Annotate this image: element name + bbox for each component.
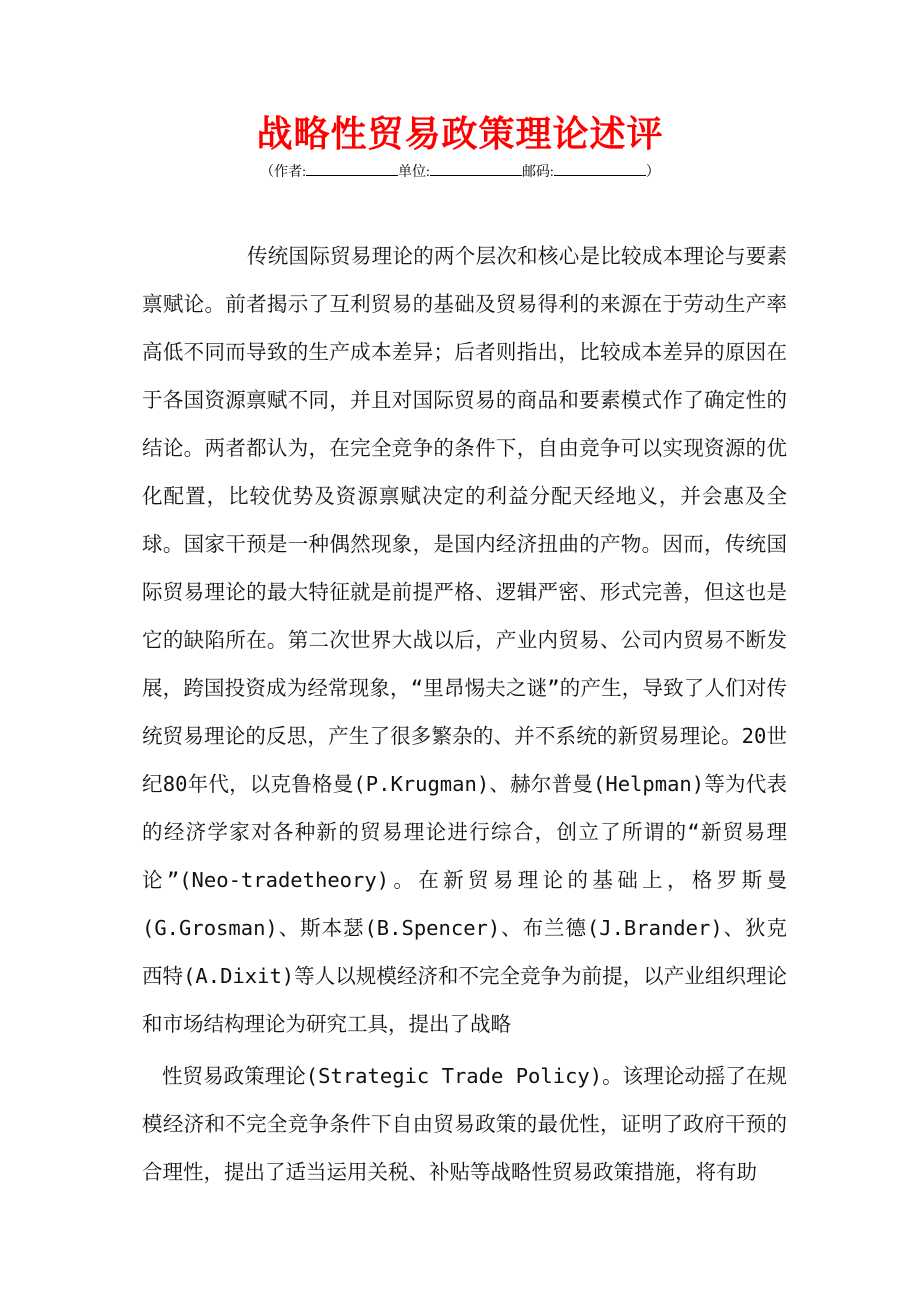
author-blank bbox=[306, 162, 398, 176]
byline-close: ） bbox=[645, 165, 660, 180]
document-title: 战略性贸易政策理论述评 bbox=[256, 113, 664, 155]
author-byline bbox=[0, 162, 920, 182]
postcode-blank bbox=[554, 162, 646, 176]
unit-blank bbox=[430, 162, 522, 176]
byline-author-label: （作者: bbox=[260, 165, 307, 180]
byline-postcode-label: 邮码: bbox=[521, 165, 554, 180]
body-paragraph-2: 性贸易政策理论(Strategic Trade Policy)。该理论动摇了在规模经济和不完全竞争条件下自由贸易政策的最优性，证明了政府干预的合理性，提出了适当运用关税、补贴等战略性贸易政策措施，将有助 bbox=[142, 1064, 787, 1184]
body-paragraph-1: 传统国际贸易理论的两个层次和核心是比较成本理论与要素禀赋论。前者揭示了互利贸易的基础及贸易得利的来源在于劳动生产率高低不同而导致的生产成本差异；后者则指出，比较成本差异的原因在于各国资源禀赋不同，并且对国际贸易的商品和要素模式作了确定性的结论。两者都认为，在完全竞争的条件下，自由竞争可以实现资源的优化配置，比较优势及资源禀赋决定的利益分配天经地义，并会惠及全球。国家干预是一种偶然现象，是国内经济扭曲的产物。因而，传统国际贸易理论的最大特征就是前提严格、逻辑严密、形式完善，但这也是它的缺陷所在。第二次世界大战以后，产业内贸易、公司内贸易不断发展，跨国投资成为经常现象，“里昂惕夫之谜”的产生，导致了人们对传统贸易理论的反思，产生了很多繁杂的、并不系统的新贸易理论。20世纪80年代，以克鲁格曼(P.Krugman)、赫尔普曼(Helpman)等为代表的经济学家对各种新的贸易理论进行综合，创立了所谓的“新贸易理论”(Neo-tradetheory)。在新贸易理论的基础上，格罗斯曼(G.Grosman)、斯本瑟(B.Spencer)、布兰德(J.Brander)、狄克西特(A.Dixit)等人以规模经济和不完全竞争为前提，以产业组织理论和市场结构理论为研究工具，提出了战略 bbox=[142, 244, 787, 1036]
byline-unit-label: 单位: bbox=[398, 165, 430, 180]
